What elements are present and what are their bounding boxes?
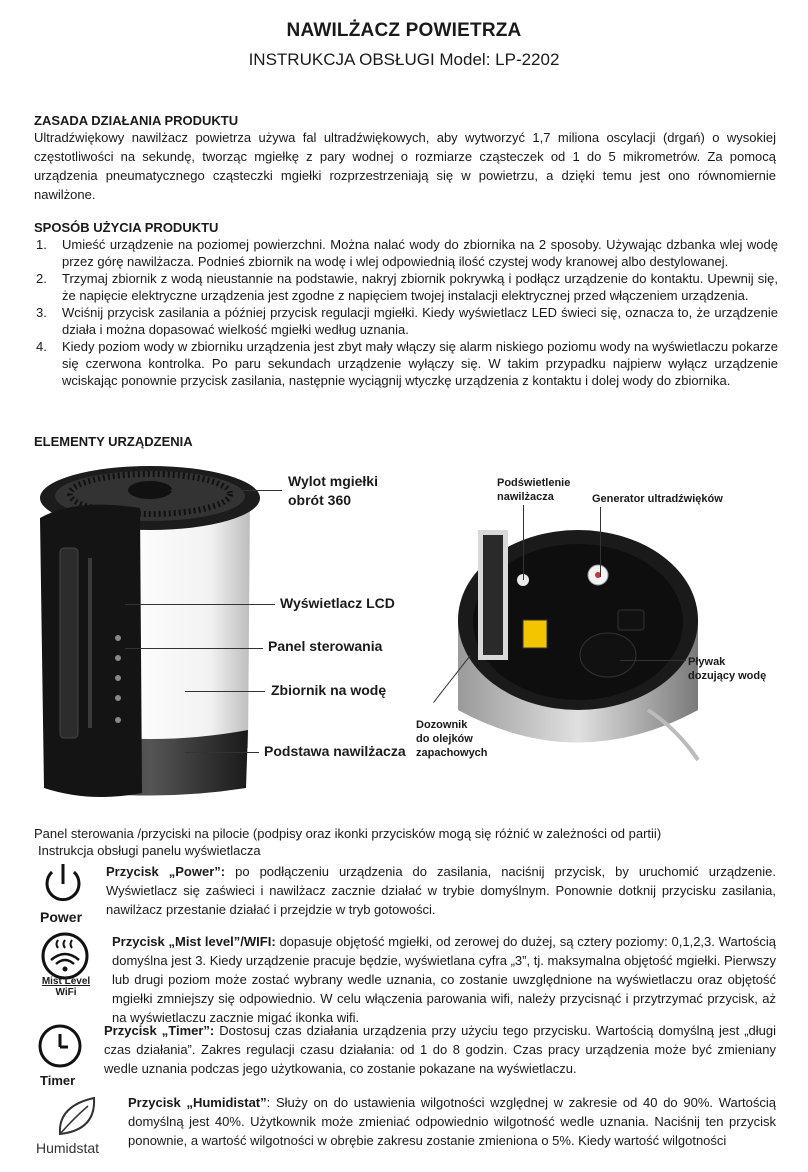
pointer-line [125,604,275,605]
mist-wifi-icon-label [38,976,94,998]
document-subtitle: INSTRUKCJA OBSŁUGI Model: LP-2202 [248,50,560,69]
humidistat-button-name: Przycisk „Humidistat” [128,1095,267,1110]
pointer-line [620,660,686,661]
step-number: 1. [36,237,47,252]
pointer-line [523,505,524,580]
step-number: 2. [36,271,47,286]
label-backlight [497,476,570,504]
humidistat-button-text: : Służy on do ustawienia wilgotności względnej w zakresie od 40 do 90%. Wartością domyślną jest 40%. Użytkownik może zmieniać odpowiednio wilgotność wedle uznania. Naciśnij ten przycisk ponownie, a wartość wilgotności w obrębie zakresu zostanie zmieniona o 5%. Kiedy wartość wilgotności [128,1095,776,1148]
label-line: Podświetlenie [497,477,571,489]
label-line: Pływak [688,656,726,668]
principle-heading: ZASADA DZIAŁANIA PRODUKTU [34,113,239,128]
pointer-line [600,507,601,577]
usage-step [34,338,778,389]
power-button-name: Przycisk „Power”: [106,864,226,879]
label-line: obrót 360 [288,492,352,508]
timer-button-description [104,1021,776,1078]
mist-wifi-icon [38,932,92,980]
step-text: Trzymaj zbiornik z wodą nieustannie na podstawie, nakryj zbiornik pokrywką i podłącz urządzenie do kontaktu. Upewnij się, że napięcie elektryczne urządzenia jest zgodne z napięciem twojej instalacji elektrycznej przed włączeniem urządzenia. [62,271,778,303]
document-title: NAWILŻACZ POWIETRZA [286,20,522,41]
power-button-description [106,862,776,919]
leaf-icon [52,1094,100,1138]
power-button-text: po podłączeniu urządzenia do zasilania, naciśnij przycisk, by uruchomić urządzenie. Wyświetlacz się zaświeci i nawilżacz zacznie działać w trybie domyślnym. Ponownie dotknij przycisku zasilania, nawilżacz przestanie działać i przejdzie w tryb gotowości. [106,864,776,917]
label-line: zapachowych [416,747,488,759]
mist-wifi-button-text: dopasuje objętość mgiełki, od zerowej do dużej, są cztery poziomy: 0,1,2,3. Wartością domyślna jest 3. Kiedy urządzenie pracuje będzie, wyświetlana cyfra „3”, tj. maksymalna objętość mgiełki. Pierwszy lub drugi poziom może zostać wybrany wedle uznania, co zostanie uwzględnione na wyświetlaczu oraz objętość mgiełki zmniejszy się odpowiednio. W celu włączenia parowania wifi, należy przycisnąć i przytrzymać przycisk, aż na wyświetlaczu zacznie migać ikonka wifi. [112,934,776,1025]
label-line: Dozownik [416,719,468,731]
panel-subheading: Instrukcja obsługi panelu wyświetlacza [38,843,261,858]
icon-label-line: WiFi [55,987,77,998]
usage-step [34,304,778,338]
label-line: nawilżacza [497,491,554,503]
label-base: Podstawa nawilżacza [264,743,406,759]
mist-wifi-button-name: Przycisk „Mist level”/WIFI: [112,934,276,949]
label-ultrasonic-generator: Generator ultradźwięków [592,493,723,505]
usage-step [34,270,778,304]
mist-wifi-button-description [112,932,776,1027]
step-text: Umieść urządzenie na poziomej powierzchni. Można nalać wody do zbiornika na 2 sposoby. Używając dzbanka wlej wodę przez górę nawilżacza. Podnieś zbiornik na wodę i wlej odpowiednią ilość czystej wody kranowej albo destylowanej. [62,237,778,269]
label-float [688,655,766,683]
timer-icon [36,1022,84,1070]
step-text: Kiedy poziom wody w zbiorniku urządzenia jest zbyt mały włączy się alarm niskiego poziomu wody na wyświetlaczu pokarze się czerwona kontrolka. Po paru sekundach urządzenie wyłączy się. W takim przypadku najpierw wyłącz urządzenie wciskając ponownie przycisk zasilania, następnie wyciągnij wtyczkę urządzenia z kontaktu i dolej wody do zbiornika. [62,339,778,388]
pointer-line [185,752,259,753]
humidistat-icon-label: Humidstat [36,1140,100,1156]
pointer-line [125,648,263,649]
timer-button-text: Dostosuj czas działania urządzenia przy użyciu tego przycisku. Wartością domyślną jest „długi czas działania”. Zakres regulacji czasu działania: od 1 do 8 godzin. Czas pracy urządzenia może być zmieniany wedle uznania podczas jego użytkowania, co zostanie pokazane na wyświetlaczu. [104,1023,776,1076]
label-line: Wylot mgiełki [288,473,378,489]
label-lcd: Wyświetlacz LCD [280,595,395,611]
icon-label-line: Mist Level [41,976,91,987]
timer-button-name: Przycisk „Timer”: [104,1023,215,1038]
principle-text: Ultradźwiękowy nawilżacz powietrza używa fal ultradźwiękowych, aby wytworzyć 1,7 miliona oscylacji (drgań) o wysokiej częstotliwości na sekundę, tworząc mgiełkę z pary wodnej o rozmiarze cząsteczek od 1 do 5 mikrometrów. Za pomocą urządzenia pneumatycznego cząsteczki mgiełki rozprzestrzeniają się w powietrzu, a dzięki temu jest ono równomiernie nawilżone. [34,130,776,202]
step-text: Wciśnij przycisk zasilania a później przycisk regulacji mgiełki. Kiedy wyświetlacz LED świeci się, oznacza to, że urządzenie działa i można dopasować wielkość mgiełki według uznania. [62,305,778,337]
label-control-panel: Panel sterowania [268,638,383,654]
pointer-line [170,490,282,491]
usage-step [34,236,778,270]
panel-intro: Panel sterowania /przyciski na pilocie (podpisy oraz ikonki przycisków mogą się różnić w zależności od partii) [34,826,662,841]
label-mist-outlet [288,472,378,510]
step-number: 3. [36,305,47,320]
power-icon-label: Power [40,909,83,925]
step-number: 4. [36,339,47,354]
usage-steps [34,236,778,389]
elements-heading: ELEMENTY URZĄDZENIA [34,434,193,449]
power-icon [38,862,88,904]
label-line: do olejków [416,733,473,745]
pointer-line [185,691,265,692]
label-line: dozujący wodę [688,670,767,682]
label-oil-dispenser [416,718,488,760]
humidistat-button-description [128,1093,776,1150]
label-water-tank: Zbiornik na wodę [271,682,387,698]
usage-heading: SPOSÓB UŻYCIA PRODUKTU [34,220,219,235]
timer-icon-label: Timer [40,1073,76,1088]
